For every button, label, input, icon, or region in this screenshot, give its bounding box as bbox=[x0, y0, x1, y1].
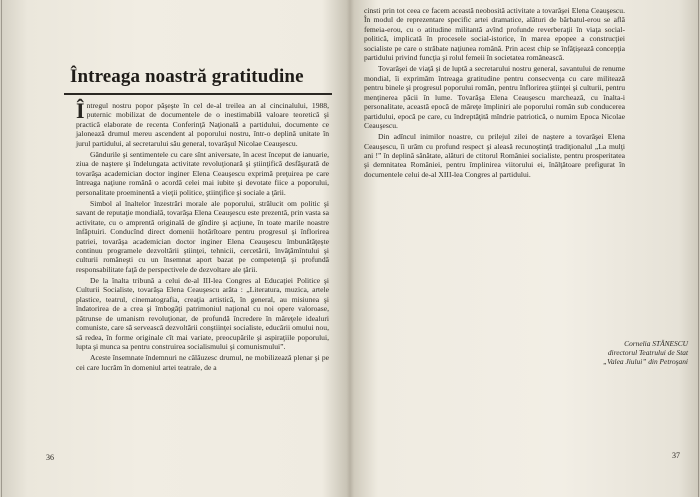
paragraph: Aceste însemnate îndemnuri ne călăuzesc drumul, ne mobilizează plenar şi pe cei care lucrăm în domeniul artei teatrale, de a bbox=[76, 353, 329, 372]
page-edge bbox=[1, 0, 2, 497]
signature-name: Cornelia STĂNESCU bbox=[624, 339, 688, 348]
right-page bbox=[350, 0, 700, 497]
signature-role: „Valea Jiului” din Petroşani bbox=[603, 357, 688, 367]
paragraph: Din adîncul inimilor noastre, cu prilejul zilei de naştere a tovarăşei Elena Ceauşescu, îi urăm cu profund respect şi aleasă recunoştinţă tradiţionalul „La mulţi ani !” în deplină sănătate, alături de ctitorul României socialiste, pentru prosperitatea şi demnitatea României, pentru împlinirea viitorului ei, înălţătoare prefigurat în documentele celui de-al XIII-lea Congres al partidului. bbox=[364, 132, 625, 179]
page-number: 37 bbox=[672, 451, 680, 460]
article-title: Întreaga noastră gratitudine bbox=[70, 66, 304, 87]
drop-cap: Î bbox=[76, 98, 85, 123]
paragraph: Tovarăşei de viaţă şi de luptă a secretarului nostru general, savantului de renume mondial, îi exprimăm întreaga gratitudine pentru consecvenţa cu care militează pentru binele şi progresul poporului român, pentru înflorirea ştiinţei şi culturii, pentru menţinerea păcii în lume. Tovarăşa Elena Ceauşescu marchează, cu înalta-i personalitate, această epocă de măreţe împliniri ale poporului român sub conducerea partidului, epocă pe care, cu îndreptăţită mîndrie patriotică, o numim Epoca Nicolae Ceauşescu. bbox=[364, 64, 625, 131]
page-edge bbox=[698, 0, 699, 497]
paragraph: cinsti prin tot ceea ce facem această neobosită activitate a tovarăşei Elena Ceauşescu. În modul de reprezentare specific artei dramatice, alături de bărbatul-erou se află femeia-erou, cu o atitudine militantă avînd profunde reverberaţii în viaţa social-politică, implicată în procesele social-istorice, în marea epopee a construcţiei socialiste pe care o străbate naţiunea română. Prin acest chip se înfăţişează concepţia partidului privind funcţia şi rolul femeii în societatea românească. bbox=[364, 6, 625, 63]
signature-block bbox=[534, 339, 688, 367]
title-underline bbox=[64, 93, 332, 95]
page-number: 36 bbox=[46, 453, 54, 462]
paragraph: Simbol al înaltelor înzestrări morale ale poporului, strălucit om politic şi savant de reputaţie mondială, tovarăşa Elena Ceauşescu este prezentă, prin vasta sa activitate, cu o amprentă originală de gîndire şi acţiune, în toate marile noastre înfăptuiri. Conducînd direct domenii hotărîtoare pentru progresul şi înflorirea patriei, tovarăşa academician doctor inginer Elena Ceauşescu îmbunătăţeşte continuu programele dezvoltării ştiinţei, tehnicii, cercetării, învăţămîntului şi culturii româneşti cu un însemnat aport bazat pe competenţă şi profundă responsabilitate faţă de perspectivele de dezvoltare ale ţării. bbox=[76, 198, 329, 274]
signature-role: directorul Teatrului de Stat bbox=[607, 348, 688, 358]
paragraph: Gândurile şi sentimentele cu care sînt aniversate, în acest început de ianuarie, ziua de naştere şi îndelungata activitate revoluţionară şi ştiinţifică desfăşurată de tovarăşa academician doctor inginer Elena Ceauşescu exprimă preţuirea pe care întreaga naţiune română o acordă celei mai iubite şi devotate fiice a poporului, personalitate proeminentă a vieţii politice, ştiinţifice şi sociale a ţării. bbox=[76, 149, 329, 197]
paragraph-text: ntregul nostru popor păşeşte în cel de-al treilea an al cincinalului, 1988, puternic mobilizat de documentele de o inestimabilă valoare teoretică şi practică elaborate de recenta Conferinţă Naţională a partidului, documente ce jalonează drumul mereu ascendent al poporului nostru, într-o deplină unitate în jurul partidului, al secretarului său general, tovarăşul Nicolae Ceauşescu. bbox=[76, 101, 329, 148]
left-text-column bbox=[76, 98, 329, 372]
paragraph bbox=[76, 98, 329, 148]
right-text-column bbox=[364, 6, 625, 179]
paragraph: De la înalta tribună a celui de-al III-lea Congres al Educaţiei Politice şi Culturii Socialiste, tovarăşa Elena Ceauşescu arăta : „Literatura, muzica, artele plastice, teatrul, cinematografia, creaţia artistică, în general, au misiunea şi îndatorirea de a crea şi îmbogăţi patrimoniul naţional cu noi opere valoroase, pătrunse de umanism revoluţionar, de profundă încredere în măreţele idealuri comuniste, care să servească dezvoltării conştiinţei socialiste, educării omului nou, să redea, în forme originale cît mai variate, preocupările şi aspiraţiile poporului, lupta şi munca sa pentru construirea socialismului şi comunismului”. bbox=[76, 275, 329, 352]
